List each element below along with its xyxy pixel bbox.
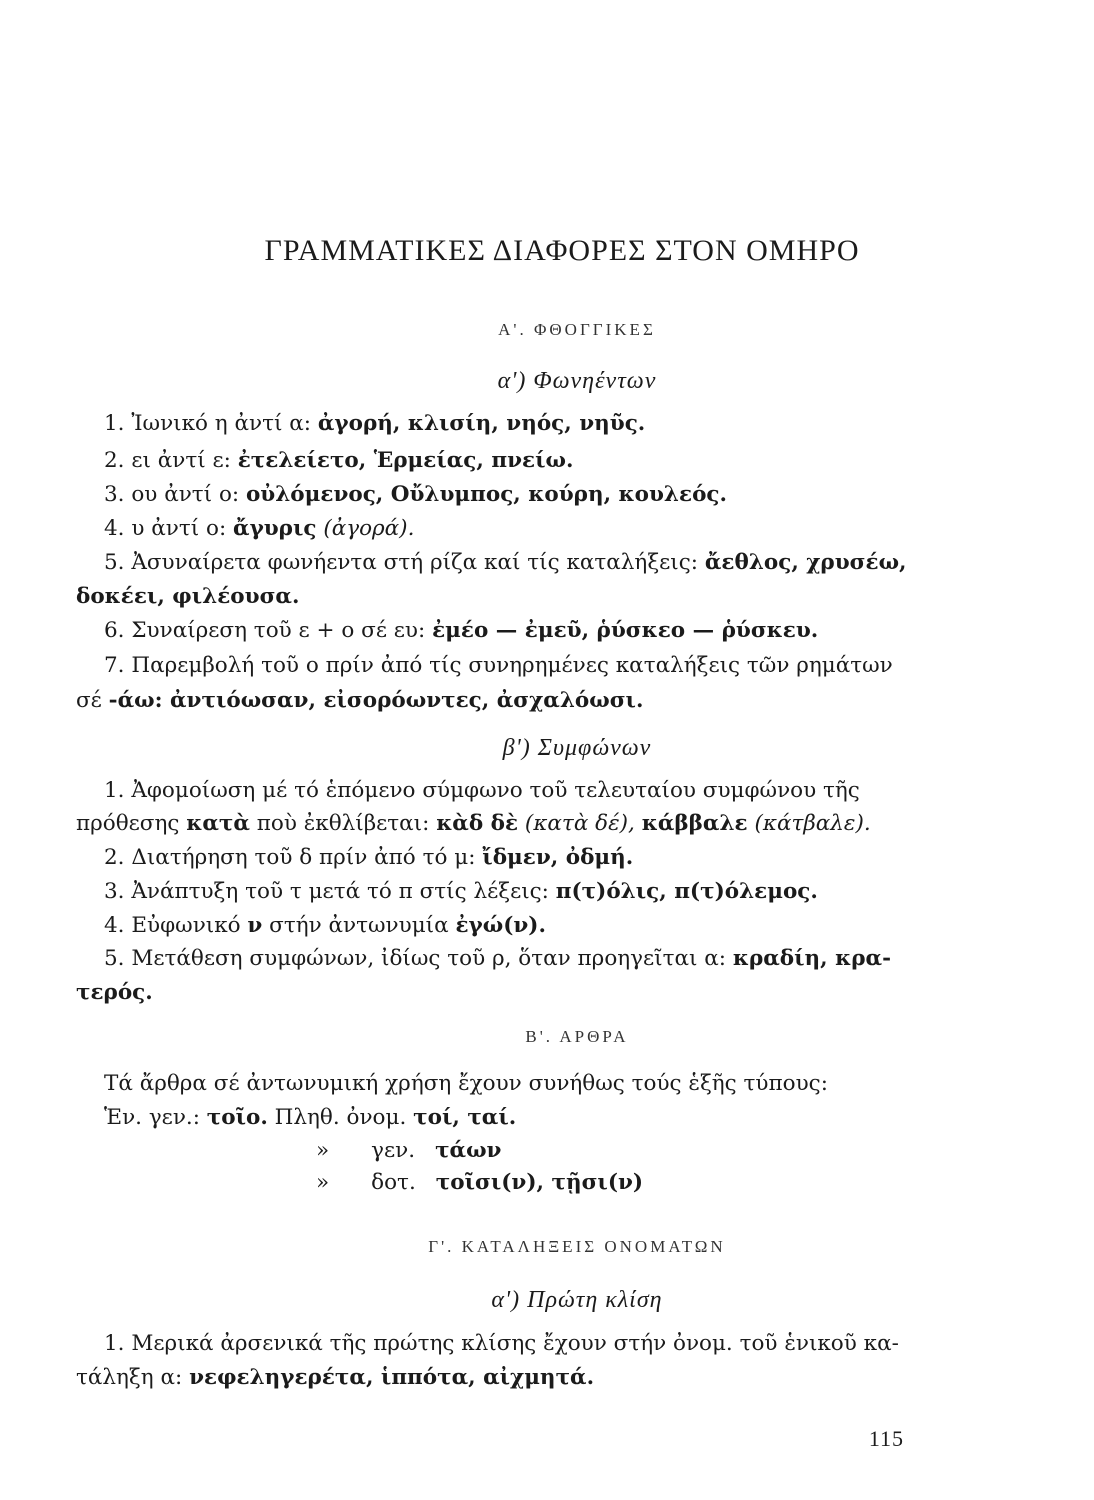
list-item: 4. υ ἀντί ο: ἄγυρις (ἀγορά).: [104, 516, 415, 541]
list-item: 2. Διατήρηση τοῦ δ πρίν ἀπό τό μ: ἴδμεν, ὀδμή.: [104, 845, 634, 870]
page-number: 115: [868, 1426, 904, 1451]
subsection-vowels-heading: α') Φωνηέντων: [497, 368, 657, 394]
page-title: ΓΡΑΜΜΑΤΙΚΕΣ ΔΙΑΦΟΡΕΣ ΣΤΟΝ ΟΜΗΡΟ: [264, 234, 860, 267]
section-b-heading: Β'. ΑΡΘΡΑ: [525, 1027, 629, 1046]
articles-intro: Τά ἄρθρα σέ ἀντωνυμική χρήση ἔχουν συνήθως τούς ἑξῆς τύπους:: [104, 1071, 828, 1096]
list-item-continuation: δοκέει, φιλέουσα.: [76, 584, 300, 609]
list-item: 4. Εὐφωνικό ν στήν ἀντωνυμία ἐγώ(ν).: [104, 913, 546, 938]
list-item: 3. ου ἀντί ο: οὐλόμενος, Οὔλυμπος, κούρη, κουλεός.: [104, 482, 727, 507]
list-item-continuation: σέ -άω: ἀντιόωσαν, εἰσορόωντες, ἀσχαλόωσι.: [76, 688, 644, 713]
articles-row: Ἑν. γεν.: τοῖο. Πληθ. ὀνομ. τοί, ταί.: [104, 1105, 517, 1130]
list-item: 5. Ἀσυναίρετα φωνήεντα στή ρίζα καί τίς καταλήξεις: ἄεθλος, χρυσέω,: [104, 550, 907, 575]
section-a-heading: Α'. ΦΘΟΓΓΙΚΕΣ: [498, 320, 656, 339]
list-item: 7. Παρεμβολή τοῦ ο πρίν ἀπό τίς συνηρημένες καταλήξεις τῶν ρημάτων: [104, 653, 893, 678]
subsection-consonants-heading: β') Συμφώνων: [502, 735, 652, 761]
list-item: 6. Συναίρεση τοῦ ε + ο σέ ευ: ἐμέο — ἐμεῦ, ῥύσκεο — ῥύσκευ.: [104, 618, 819, 643]
list-item: 2. ει ἀντί ε: ἐτελείετο, Ἑρμείας, πνείω.: [104, 448, 574, 473]
list-item-continuation: τάληξη α: νεφεληγερέτα, ἱππότα, αἰχμητά.: [76, 1365, 595, 1390]
articles-row: » δοτ. τοῖσι(ν), τῇσι(ν): [316, 1170, 644, 1195]
list-item: 1. Μερικά ἀρσενικά τῆς πρώτης κλίσης ἔχουν στήν ὀνομ. τοῦ ἑνικοῦ κα-: [104, 1331, 899, 1356]
list-item: 5. Μετάθεση συμφώνων, ἰδίως τοῦ ρ, ὅταν προηγεῖται α: κραδίη, κρα-: [104, 946, 892, 971]
section-c-heading: Γ'. ΚΑΤΑΛΗΞΕΙΣ ΟΝΟΜΑΤΩΝ: [428, 1237, 726, 1256]
list-item: 1. Ἀφομοίωση μέ τό ἑπόμενο σύμφωνο τοῦ τελευταίου συμφώνου τῆς: [104, 778, 860, 803]
list-item-continuation: πρόθεσης κατὰ ποὺ ἐκθλίβεται: κὰδ δὲ (κατὰ δέ), κάββαλε (κάτβαλε).: [76, 811, 871, 836]
subsection-first-declension-heading: α') Πρώτη κλίση: [491, 1287, 663, 1313]
list-item: 3. Ἀνάπτυξη τοῦ τ μετά τό π στίς λέξεις: π(τ)όλις, π(τ)όλεμος.: [104, 879, 818, 904]
list-item: 1. Ἰωνικό η ἀντί α: ἀγορή, κλισίη, νηός, νηῦς.: [104, 411, 646, 436]
articles-row: » γεν. τάων: [316, 1138, 502, 1163]
list-item-continuation: τερός.: [76, 980, 153, 1005]
